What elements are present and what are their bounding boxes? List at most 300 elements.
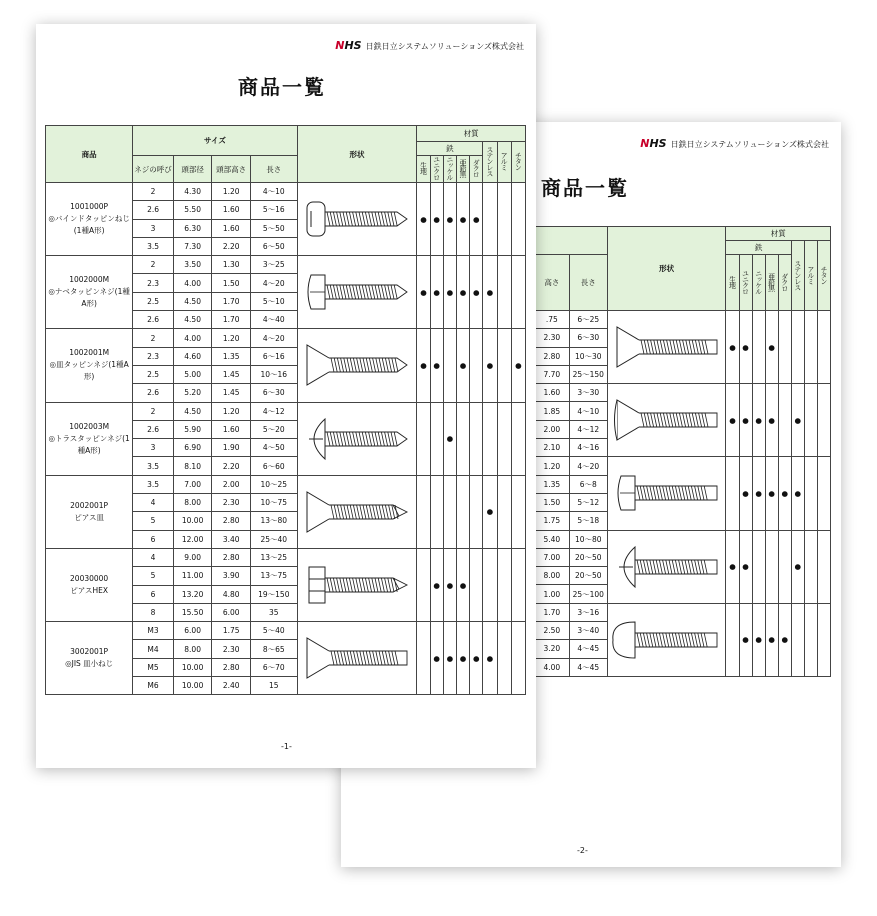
size-cell: 11.00 [173, 567, 212, 585]
length-cell: 20〜50 [569, 548, 607, 566]
material-mark: ● [726, 530, 739, 603]
material-mark [804, 457, 817, 530]
head-height-cell: 1.35 [535, 475, 569, 493]
material-mark: ● [752, 457, 765, 530]
product-name: ピアスHEX [70, 586, 108, 596]
size-cell: 8.00 [173, 640, 212, 658]
material-mark: ● [443, 548, 456, 621]
head-height-cell: 1.20 [535, 457, 569, 475]
product-table [45, 125, 526, 695]
length-cell: 10〜80 [569, 530, 607, 548]
material-mark: ● [483, 475, 497, 548]
header-material-6: アルミ [804, 241, 817, 311]
material-mark [483, 183, 497, 256]
size-cell: 12.00 [173, 530, 212, 548]
page-number: -1- [281, 742, 292, 751]
size-cell: 13〜25 [250, 548, 297, 566]
size-cell: 2 [133, 329, 174, 347]
size-cell: 4.50 [173, 311, 212, 329]
page-title: 商品一覧 [541, 176, 629, 200]
size-cell: 8.10 [173, 457, 212, 475]
pan-tapping-screw-icon [297, 256, 417, 329]
material-mark: ● [739, 384, 752, 457]
material-mark: ● [443, 402, 456, 475]
material-mark: ● [483, 622, 497, 695]
product-code: 2002001P [70, 500, 109, 510]
size-cell: 1.35 [212, 347, 251, 365]
material-mark [511, 402, 525, 475]
size-cell: 2.6 [133, 201, 174, 219]
size-cell: 13〜80 [250, 512, 297, 530]
material-mark [511, 622, 525, 695]
size-cell: 2 [133, 402, 174, 420]
size-cell: 4〜50 [250, 439, 297, 457]
product-name-cell [46, 256, 133, 329]
header-material-6: アルミ [497, 142, 511, 183]
size-cell: 4〜40 [250, 311, 297, 329]
product-name: ◎皿タッピンネジ(1種A形) [49, 360, 129, 382]
size-cell: 3.90 [212, 567, 251, 585]
material-mark [430, 475, 443, 548]
size-cell: 4.80 [212, 585, 251, 603]
material-mark: ● [765, 384, 778, 457]
material-mark: ● [511, 329, 525, 402]
flat-slotted-screw-icon [607, 311, 726, 384]
product-name-cell [46, 475, 133, 548]
head-height-cell: 7.70 [535, 365, 569, 383]
header-material-3: 亜鉛黒 [456, 156, 469, 183]
size-cell: M5 [133, 658, 174, 676]
material-mark: ● [765, 311, 778, 384]
material-mark [791, 311, 804, 384]
material-mark: ● [456, 622, 469, 695]
material-mark: ● [417, 183, 430, 256]
material-mark [817, 384, 830, 457]
size-cell: 6.90 [173, 439, 212, 457]
material-mark: ● [483, 256, 497, 329]
header-material-4: ダクロ [778, 255, 791, 311]
company-name: 日鉄日立システムソリューションズ株式会社 [670, 140, 829, 149]
head-height-cell: 2.50 [535, 622, 569, 640]
company-logo: NHS [335, 39, 362, 52]
material-mark: ● [456, 329, 469, 402]
table-row [46, 329, 526, 347]
size-cell: 5 [133, 567, 174, 585]
size-cell: 4 [133, 494, 174, 512]
size-cell: 6.00 [212, 603, 251, 621]
size-cell: M6 [133, 677, 174, 695]
length-cell: 5〜12 [569, 493, 607, 511]
material-mark: ● [483, 329, 497, 402]
size-cell: 4〜12 [250, 402, 297, 420]
size-cell: 4.00 [173, 274, 212, 292]
truss-tapping-screw-icon [297, 402, 417, 475]
material-mark [497, 183, 511, 256]
pan-slotted-screw-icon [607, 457, 726, 530]
material-mark: ● [739, 457, 752, 530]
material-mark [726, 457, 739, 530]
product-table [535, 226, 831, 677]
size-cell: 4〜10 [250, 183, 297, 201]
material-mark: ● [470, 183, 483, 256]
header-material-5: ステンレス [483, 142, 497, 183]
head-height-cell: 8.00 [535, 567, 569, 585]
size-cell: 9.00 [173, 548, 212, 566]
size-cell: 2.30 [212, 494, 251, 512]
pierce-hex-screw-icon [297, 548, 417, 621]
material-mark: ● [765, 603, 778, 676]
size-cell: 8〜65 [250, 640, 297, 658]
size-cell: 1.45 [212, 365, 251, 383]
size-cell: 6.00 [173, 622, 212, 640]
size-cell: 6.30 [173, 219, 212, 237]
size-cell: 4.00 [173, 329, 212, 347]
material-mark [430, 402, 443, 475]
material-mark [817, 311, 830, 384]
product-name: ◎ナベタッピンネジ(1種A形) [48, 287, 130, 309]
size-cell: 4.50 [173, 292, 212, 310]
size-cell: 3.5 [133, 475, 174, 493]
size-cell: 1.45 [212, 384, 251, 402]
table-row [46, 475, 526, 493]
size-cell: 5〜10 [250, 292, 297, 310]
material-mark [791, 603, 804, 676]
size-cell: 5.20 [173, 384, 212, 402]
header-iron: 鉄 [726, 241, 791, 255]
head-height-cell: 1.75 [535, 512, 569, 530]
size-cell: 7.30 [173, 237, 212, 255]
size-cell: 5 [133, 512, 174, 530]
material-mark [470, 548, 483, 621]
head-height-cell: .75 [535, 311, 569, 329]
product-name-cell [46, 402, 133, 475]
size-cell: 1.20 [212, 402, 251, 420]
product-name: ピアス皿 [74, 512, 104, 522]
material-mark: ● [739, 311, 752, 384]
product-name-cell [46, 329, 133, 402]
head-height-cell: 3.20 [535, 640, 569, 658]
material-mark [804, 311, 817, 384]
size-cell: 2.80 [212, 658, 251, 676]
size-cell: 1.30 [212, 256, 251, 274]
material-mark [817, 457, 830, 530]
size-cell: 10〜16 [250, 365, 297, 383]
header-size: サイズ [133, 126, 297, 156]
material-mark [511, 183, 525, 256]
table-row [46, 256, 526, 274]
length-cell: 4〜12 [569, 420, 607, 438]
material-mark [511, 256, 525, 329]
product-name: ◎トラスタッピンネジ(1種A形) [48, 433, 130, 455]
size-cell: 2.80 [212, 512, 251, 530]
size-cell: 1.60 [212, 420, 251, 438]
truss-slotted-screw-icon [607, 530, 726, 603]
size-cell: 1.50 [212, 274, 251, 292]
product-code: 1002000M [69, 275, 110, 285]
company-header [335, 39, 524, 52]
header-material-5: ステンレス [791, 241, 804, 311]
material-mark: ● [739, 603, 752, 676]
head-height-cell: 1.85 [535, 402, 569, 420]
material-mark: ● [470, 256, 483, 329]
header-material-1: ユニクロ [739, 255, 752, 311]
size-cell: 1.90 [212, 439, 251, 457]
material-mark [443, 329, 456, 402]
oval-slotted-screw-icon [607, 384, 726, 457]
binding-tapping-screw-icon [297, 183, 417, 256]
header-material: 材質 [726, 227, 831, 241]
size-cell: 2.6 [133, 420, 174, 438]
material-mark: ● [443, 183, 456, 256]
material-mark [417, 622, 430, 695]
material-mark [417, 402, 430, 475]
size-cell: 6〜50 [250, 237, 297, 255]
header-col-2: 頭部高さ [212, 156, 251, 183]
material-mark [804, 530, 817, 603]
table-row [535, 384, 831, 402]
size-cell: 10〜25 [250, 475, 297, 493]
header-material-4: ダクロ [470, 156, 483, 183]
header-material-1: ユニクロ [430, 156, 443, 183]
size-cell: 3.5 [133, 237, 174, 255]
table-row [535, 530, 831, 548]
company-header [640, 137, 829, 150]
material-mark [497, 622, 511, 695]
length-cell: 3〜30 [569, 384, 607, 402]
material-mark: ● [456, 256, 469, 329]
size-cell: 19〜150 [250, 585, 297, 603]
material-mark: ● [456, 548, 469, 621]
table-row [46, 548, 526, 566]
size-cell: 3.5 [133, 457, 174, 475]
size-cell: 2.3 [133, 274, 174, 292]
size-cell: 15 [250, 677, 297, 695]
size-cell: M3 [133, 622, 174, 640]
size-cell: 10〜75 [250, 494, 297, 512]
head-height-cell: 5.40 [535, 530, 569, 548]
table-row [46, 622, 526, 640]
material-mark [817, 603, 830, 676]
head-height-cell: 2.10 [535, 439, 569, 457]
material-mark: ● [470, 622, 483, 695]
length-cell: 25〜100 [569, 585, 607, 603]
material-mark: ● [443, 256, 456, 329]
size-cell: 5〜40 [250, 622, 297, 640]
material-mark [456, 475, 469, 548]
size-cell: 2.20 [212, 237, 251, 255]
size-cell: 2 [133, 183, 174, 201]
flat-tapping-screw-icon [297, 329, 417, 402]
size-cell: 35 [250, 603, 297, 621]
size-cell: 1.20 [212, 329, 251, 347]
material-mark [483, 402, 497, 475]
product-code: 20030000 [70, 574, 109, 584]
table-row [535, 311, 831, 329]
material-mark: ● [430, 256, 443, 329]
company-name: 日鉄日立システムソリューションズ株式会社 [365, 42, 524, 51]
size-cell: M4 [133, 640, 174, 658]
size-cell: 1.70 [212, 311, 251, 329]
material-mark [470, 475, 483, 548]
size-cell: 1.60 [212, 201, 251, 219]
length-cell: 4〜10 [569, 402, 607, 420]
material-mark: ● [430, 622, 443, 695]
header-material-2: ニッケル [752, 255, 765, 311]
material-mark [497, 329, 511, 402]
product-name: ◎バインドタッピンねじ(1種A形) [48, 214, 130, 236]
head-height-cell: 2.80 [535, 347, 569, 365]
product-code: 1001000P [70, 202, 109, 212]
size-cell: 5.90 [173, 420, 212, 438]
size-cell: 2.5 [133, 292, 174, 310]
material-mark [497, 548, 511, 621]
length-cell: 4〜45 [569, 640, 607, 658]
material-mark [456, 402, 469, 475]
product-code: 1002001M [69, 348, 110, 358]
material-mark [443, 475, 456, 548]
length-cell: 6〜30 [569, 329, 607, 347]
size-cell: 4.30 [173, 183, 212, 201]
size-cell: 2.20 [212, 457, 251, 475]
size-cell: 1.75 [212, 622, 251, 640]
header-col-3: 長さ [250, 156, 297, 183]
material-mark: ● [430, 329, 443, 402]
product-name-cell [46, 548, 133, 621]
header-head-height: 高さ [535, 255, 569, 311]
header-length: 長さ [569, 255, 607, 311]
material-mark: ● [417, 329, 430, 402]
material-mark: ● [726, 311, 739, 384]
material-mark: ● [778, 457, 791, 530]
material-mark: ● [430, 548, 443, 621]
material-mark: ● [791, 384, 804, 457]
material-mark [804, 603, 817, 676]
size-cell: 2.00 [212, 475, 251, 493]
material-mark [470, 329, 483, 402]
size-cell: 6〜60 [250, 457, 297, 475]
table-row [46, 402, 526, 420]
size-cell: 2 [133, 256, 174, 274]
size-cell: 10.00 [173, 658, 212, 676]
length-cell: 3〜40 [569, 622, 607, 640]
material-mark [778, 384, 791, 457]
size-cell: 4〜20 [250, 274, 297, 292]
head-height-cell: 1.50 [535, 493, 569, 511]
size-cell: 15.50 [173, 603, 212, 621]
head-height-cell: 2.30 [535, 329, 569, 347]
length-cell: 3〜16 [569, 603, 607, 621]
head-height-cell: 1.60 [535, 384, 569, 402]
size-cell: 1.60 [212, 219, 251, 237]
material-mark [511, 475, 525, 548]
size-cell: 2.3 [133, 347, 174, 365]
length-cell: 6〜25 [569, 311, 607, 329]
head-height-cell: 1.00 [535, 585, 569, 603]
round-slotted-screw-icon [607, 603, 726, 676]
jis-flat-machine-screw-icon [297, 622, 417, 695]
length-cell: 10〜30 [569, 347, 607, 365]
size-cell: 2.40 [212, 677, 251, 695]
header-product: 商品 [46, 126, 133, 183]
material-mark [417, 475, 430, 548]
size-cell: 5.00 [173, 365, 212, 383]
table-row [535, 603, 831, 621]
size-cell: 3.50 [173, 256, 212, 274]
material-mark [726, 603, 739, 676]
size-cell: 4〜20 [250, 329, 297, 347]
material-mark: ● [430, 183, 443, 256]
size-cell: 6〜30 [250, 384, 297, 402]
size-cell: 25〜40 [250, 530, 297, 548]
document-page-1 [36, 24, 536, 768]
size-cell: 10.00 [173, 512, 212, 530]
head-height-cell: 1.70 [535, 603, 569, 621]
header-iron: 鉄 [417, 142, 483, 156]
size-cell: 6〜70 [250, 658, 297, 676]
material-mark: ● [791, 457, 804, 530]
header-material-0: 生地 [417, 156, 430, 183]
size-cell: 6 [133, 530, 174, 548]
table-row [535, 457, 831, 475]
size-cell: 7.00 [173, 475, 212, 493]
size-cell: 5〜16 [250, 201, 297, 219]
length-cell: 5〜18 [569, 512, 607, 530]
pierce-flat-screw-icon [297, 475, 417, 548]
header-material-7: チタン [511, 142, 525, 183]
size-cell: 13.20 [173, 585, 212, 603]
size-cell: 3 [133, 219, 174, 237]
size-cell: 2.80 [212, 548, 251, 566]
material-mark [470, 402, 483, 475]
size-cell: 8 [133, 603, 174, 621]
size-cell: 10.00 [173, 677, 212, 695]
size-cell: 5〜50 [250, 219, 297, 237]
material-mark [765, 530, 778, 603]
size-cell: 5〜20 [250, 420, 297, 438]
material-mark [778, 530, 791, 603]
length-cell: 4〜16 [569, 439, 607, 457]
size-cell: 5.50 [173, 201, 212, 219]
product-name: ◎JIS 皿小ねじ [65, 659, 114, 669]
material-mark [497, 475, 511, 548]
length-cell: 25〜150 [569, 365, 607, 383]
size-cell: 3.40 [212, 530, 251, 548]
material-mark [804, 384, 817, 457]
material-mark: ● [791, 530, 804, 603]
size-cell: 2.30 [212, 640, 251, 658]
material-mark: ● [752, 384, 765, 457]
material-mark [417, 548, 430, 621]
material-mark: ● [456, 183, 469, 256]
header-material: 材質 [417, 126, 526, 142]
product-name-cell [46, 622, 133, 695]
size-cell: 4.50 [173, 402, 212, 420]
product-name-cell [46, 183, 133, 256]
material-mark [511, 548, 525, 621]
company-logo: NHS [640, 137, 667, 150]
material-mark: ● [778, 603, 791, 676]
material-mark: ● [765, 457, 778, 530]
material-mark [752, 530, 765, 603]
header-shape: 形状 [607, 227, 726, 311]
material-mark [817, 530, 830, 603]
product-code: 1002003M [69, 421, 110, 431]
header-col-0: ネジの呼び [133, 156, 174, 183]
material-mark: ● [752, 603, 765, 676]
header-material-7: チタン [817, 241, 830, 311]
size-cell: 13〜75 [250, 567, 297, 585]
size-cell: 3 [133, 439, 174, 457]
